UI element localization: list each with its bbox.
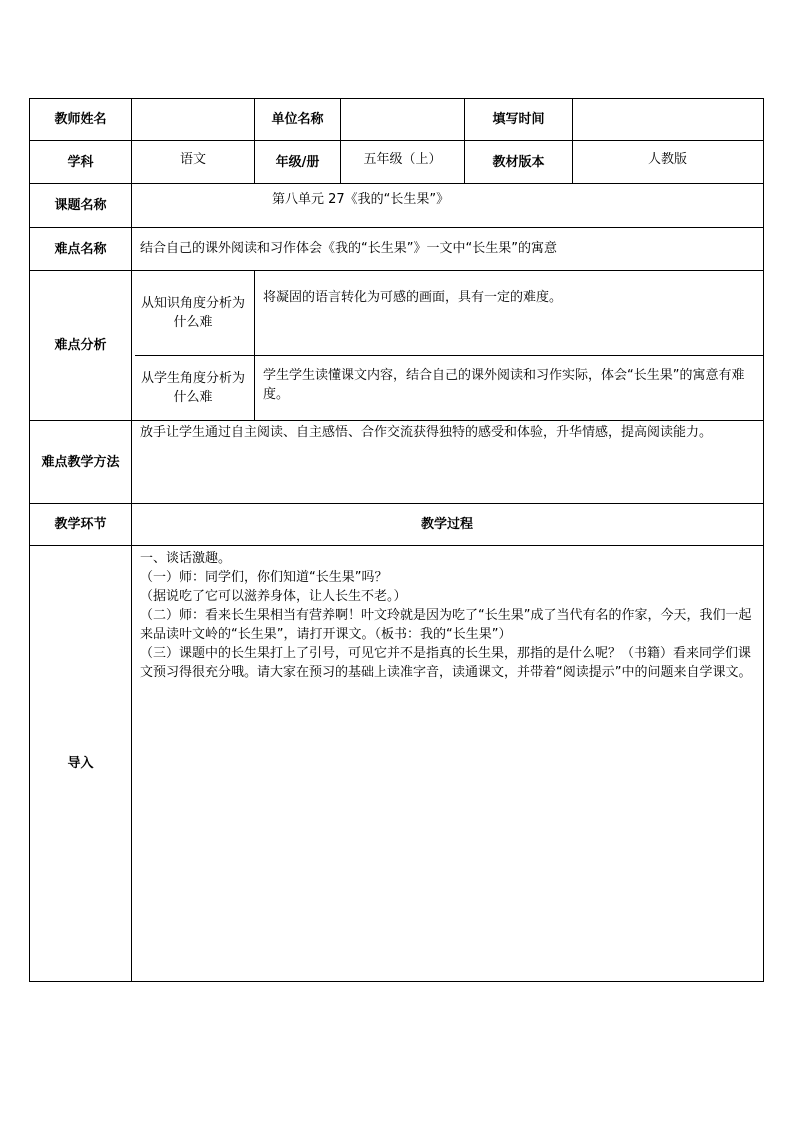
process-line: （一）师：同学们，你们知道“长生果”吗？ xyxy=(140,570,388,585)
teaching-method-label: 难点教学方法 xyxy=(41,454,120,470)
row-divider xyxy=(30,545,763,546)
teaching-method-value: 放手让学生通过自主阅读、自主感悟、合作交流获得独特的感受和体验，升华情感，提高阅读能力。 xyxy=(140,425,713,440)
textbook-label: 教材版本 xyxy=(492,154,545,170)
fill-date-label: 填写时间 xyxy=(492,112,545,127)
lesson-title-label: 课题名称 xyxy=(54,198,107,213)
difficulty-analysis-label: 难点分析 xyxy=(54,338,107,353)
difficulty-name-value: 结合自己的课外阅读和习作体会《我的“长生果”》一文中“长生果”的寓意 xyxy=(140,240,557,256)
unit-name-value xyxy=(341,99,464,140)
student-angle-label: 从学生角度分析为什么难 xyxy=(140,371,245,405)
subject-label: 学科 xyxy=(67,154,94,170)
teaching-stage-header: 教学环节 xyxy=(54,517,107,532)
difficulty-name-label: 难点名称 xyxy=(54,241,107,257)
student-angle-value: 学生学生读懂课文内容，结合自己的课外阅读和习作实际，体会“长生果”的寓意有难度。 xyxy=(263,368,745,402)
process-line: （二）师：看来长生果相当有营养啊！叶文玲就是因为吃了“长生果”成了当代有名的作家，今天，我们一起来品读叶文岭的“长生果”，请打开课文。（板书：我的“长生果”） xyxy=(140,608,752,642)
fill-date-value xyxy=(573,99,762,140)
teaching-process-header: 教学过程 xyxy=(420,517,473,532)
subject-value: 语文 xyxy=(179,151,206,167)
knowledge-angle-label: 从知识角度分析为什么难 xyxy=(140,296,245,330)
teacher-name-label: 教师姓名 xyxy=(54,112,107,127)
unit-name-label: 单位名称 xyxy=(271,112,324,127)
process-line: 一、谈话激趣。 xyxy=(140,551,232,566)
grade-label: 年级/册 xyxy=(275,154,320,170)
process-line: （据说吃了它可以滋养身体，让人长生不老。） xyxy=(140,589,407,604)
lesson-title-value: 第八单元 27《我的“长生果”》 xyxy=(272,191,450,207)
knowledge-angle-value: 将凝固的语言转化为可感的画面，具有一定的难度。 xyxy=(263,290,563,305)
lesson-plan-table xyxy=(29,98,764,982)
intro-stage-label: 导入 xyxy=(67,756,94,771)
process-line: （三）课题中的长生果打上了引号，可见它并不是指真的长生果，那指的是什么呢？（书籍）看来同学们课文预习得很充分哦。请大家在预习的基础上读准字音，读通课文，并带着“阅读提示”中的问题来自学课文。 xyxy=(140,646,752,680)
textbook-value: 人教版 xyxy=(647,151,687,167)
teacher-name-value xyxy=(132,99,254,140)
grade-value: 五年级（上） xyxy=(363,151,442,167)
intro-process-content xyxy=(134,547,762,684)
